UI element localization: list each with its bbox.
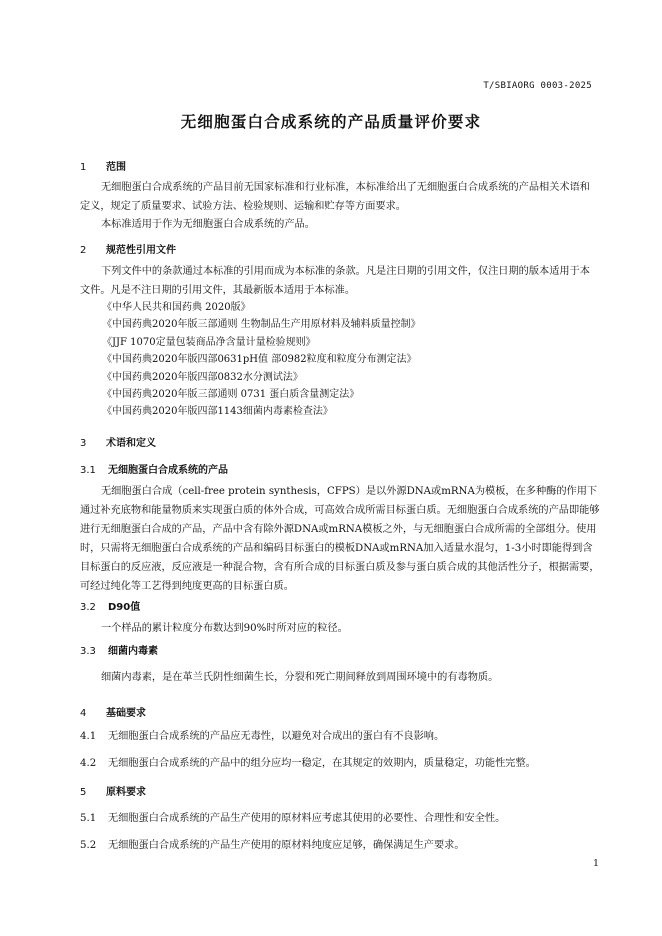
section-number: 5 [80,787,87,798]
clause-number: 4.1 [80,731,97,742]
section-2-paragraph: 下列文件中的条款通过本标准的引用而成为本标准的条款。凡是注日期的引用文件，仅注日期的版本适用于本文件。凡是不注日期的引用文件，其最新版本适用于本标准。 [80,266,590,296]
clause-5-1 [80,809,505,824]
subsection-number: 3.3 [80,646,96,657]
subsection-title: D90值 [108,602,141,613]
subsection-3-2-paragraph: 一个样品的累计粒度分布数达到90%时所对应的粒径。 [101,623,348,634]
clause-text: 无细胞蛋白合成系统的产品生产使用的原材料应考虑其使用的必要性、合理性和安全性。 [108,813,506,824]
section-title: 原料要求 [106,787,146,798]
section-number: 1 [80,162,87,173]
section-3-heading [80,434,156,449]
subsection-number: 3.2 [80,602,96,613]
document-id: T/SBIAORG 0003-2025 [483,81,592,91]
section-4-heading [80,704,146,719]
reference-item: 《中国药典2020年版四部0832水分测试法》 [102,371,303,383]
reference-item: 《中国药典2020年版三部通则 0731 蛋白质含量测定法》 [102,388,360,400]
reference-item: 《中国药典2020年版四部0631pH值 部0982粒度和粒度分布测定法》 [102,354,417,366]
clause-4-2 [80,754,536,769]
section-number: 4 [80,708,87,719]
section-title: 术语和定义 [106,438,156,449]
subsection-title: 细菌内毒素 [108,646,158,657]
clause-number: 5.2 [80,840,97,851]
clause-5-2 [80,836,465,851]
subsection-3-3-paragraph: 细菌内毒素，是在革兰氏阴性细菌生长，分裂和死亡期间释放到周围环境中的有毒物质。 [101,672,499,683]
subsection-title: 无细胞蛋白合成系统的产品 [108,465,228,476]
section-title: 规范性引用文件 [106,245,176,256]
clause-4-1 [80,727,444,742]
section-1-paragraph-1: 无细胞蛋白合成系统的产品目前无国家标准和行业标准，本标准给出了无细胞蛋白合成系统的产品相关术语和定义，规定了质量要求、试验方法、检验规则、运输和贮存等方面要求。 [80,182,590,212]
subsection-3-1-heading [80,461,228,476]
section-5-heading [80,783,146,798]
page-number: 1 [592,858,599,869]
reference-item: 《JJF 1070定量包装商品净含量计量检验规则》 [102,336,316,348]
reference-list [102,299,421,421]
reference-item: 《中国药典2020年版四部1143细菌内毒素检查法》 [102,406,333,418]
subsection-number: 3.1 [80,465,96,476]
subsection-3-1-paragraph: 无细胞蛋白合成（cell-free protein synthesis，CFPS）是以外源DNA或mRNA为模板，在多种酶的作用下通过补充底物和能量物质来实现蛋白质的体外合成，可高效合成所需目标蛋白质。无细胞蛋白合成系统的产品即能够进行无细胞蛋白合成的产品，产品中含有除外源DNA或mRNA模板之外，与无细胞蛋白合成所需的全部组分。使用时，只需将无细胞蛋白合成系统的产品和编码目标蛋白的模板DNA或mRNA加入适量水混匀，1-3小时即能得到含目标蛋白的反应液，反应液是一种混合物，含有所合成的目标蛋白质及参与蛋白质合成的其他活性分子，根据需要，可经过纯化等工艺得到纯度更高的目标蛋白质。 [80,486,600,592]
clause-text: 无细胞蛋白合成系统的产品应无毒性，以避免对合成出的蛋白有不良影响。 [108,731,445,742]
section-title: 范围 [106,162,126,173]
clause-number: 5.1 [80,813,97,824]
clause-number: 4.2 [80,758,97,769]
subsection-3-2-heading [80,598,140,613]
section-2-heading [80,241,176,256]
clause-text: 无细胞蛋白合成系统的产品中的组分应均一稳定，在其规定的效期内，质量稳定，功能性完整。 [108,758,536,769]
subsection-3-3-heading [80,642,158,657]
clause-text: 无细胞蛋白合成系统的产品生产使用的原材料纯度应足够，确保满足生产要求。 [108,840,465,851]
document-title: 无细胞蛋白合成系统的产品质量评价要求 [180,113,482,131]
reference-item: 《中华人民共和国药典 2020版》 [102,302,251,313]
reference-item: 《中国药典2020年版三部通则 生物制品生产用原材料及辅料质量控制》 [102,319,421,331]
section-title: 基础要求 [106,708,146,719]
section-1-paragraph-2: 本标准适用于作为无细胞蛋白合成系统的产品。 [101,219,315,230]
section-number: 2 [80,245,87,256]
section-number: 3 [80,438,87,449]
section-1-heading [80,158,126,173]
